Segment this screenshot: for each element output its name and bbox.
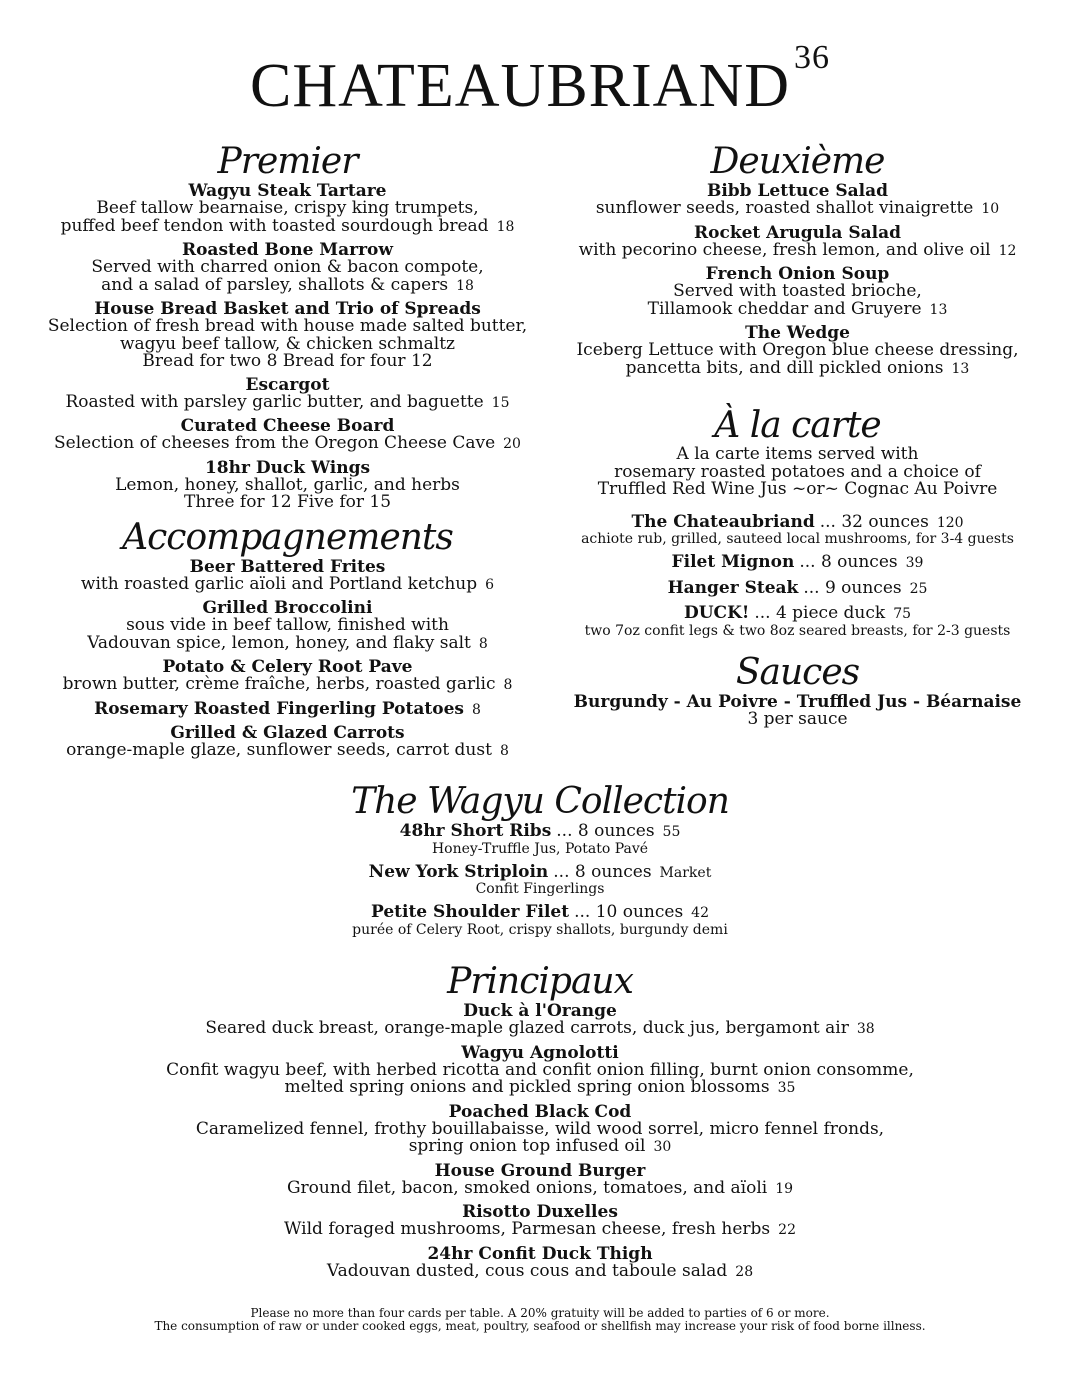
- item-price: 39: [905, 555, 924, 571]
- item-price: 8: [503, 677, 513, 693]
- item-name-text: Rosemary Roasted Fingerling Potatoes: [94, 698, 464, 719]
- menu-item: [60, 822, 1020, 857]
- item-description-text: sunflower seeds, roasted shallot vinaigrette: [595, 198, 974, 218]
- item-price: 6: [485, 576, 495, 593]
- item-row: [545, 513, 1050, 533]
- item-description-text: Tillamook cheddar and Gruyere: [647, 298, 922, 319]
- item-description-text: wagyu beef tallow, & chicken schmaltz: [120, 333, 455, 354]
- item-description: [30, 739, 545, 761]
- item-description: [30, 573, 545, 595]
- item-name-text: Curated Cheese Board: [180, 416, 395, 436]
- item-name: New York Striploin: [368, 861, 549, 882]
- item-price: 55: [662, 824, 681, 840]
- item-size: ... 10 ounces: [574, 902, 684, 922]
- item-size: ... 8 ounces: [553, 861, 652, 882]
- premier-list: [30, 182, 545, 512]
- item-description: [60, 1221, 1020, 1240]
- left-column: [30, 142, 545, 765]
- item-name-text: House Bread Basket and Trio of Spreads: [94, 299, 481, 319]
- menu-item: [545, 324, 1050, 378]
- item-name-text: Duck à l'Orange: [463, 1001, 617, 1021]
- menu-item: [60, 1044, 1020, 1098]
- wagyu-section: [60, 782, 1020, 944]
- item-price: 13: [951, 360, 970, 377]
- item-description-text: orange-maple glaze, sunflower seeds, carrot dust: [66, 739, 492, 760]
- item-name: Petite Shoulder Filet: [371, 902, 570, 922]
- item-description-text: Caramelized fennel, frothy bouillabaisse, wild wood sorrel, micro fennel fronds,: [195, 1118, 885, 1139]
- item-description-text: melted spring onions and pickled spring onion blossoms: [284, 1077, 770, 1097]
- item-description: [30, 391, 545, 413]
- menu-item: [60, 903, 1020, 938]
- item-description-text: Seared duck breast, orange-maple glazed carrots, duck jus, bergamont air: [205, 1018, 849, 1038]
- item-description: [30, 215, 545, 237]
- sauce-list: Burgundy - Au Poivre - Truffled Jus - Béarnaise: [573, 691, 1022, 712]
- item-price: 13: [929, 301, 948, 318]
- item-name-text: House Ground Burger: [434, 1160, 646, 1181]
- item-price: 42: [691, 905, 709, 921]
- item-description: [60, 1260, 1020, 1282]
- item-description-text: with pecorino cheese, fresh lemon, and olive oil: [578, 239, 991, 260]
- menu-item: [545, 265, 1050, 319]
- menu-item: [545, 579, 1050, 599]
- item-note: two 7oz confit legs & two 8oz seared breasts, for 2-3 guests: [584, 622, 1011, 639]
- item-description-text: Iceberg Lettuce with Oregon blue cheese dressing,: [576, 340, 1019, 360]
- item-description: [60, 1177, 1020, 1199]
- item-description-text: Served with toasted brioche,: [673, 281, 922, 301]
- menu-item: [30, 700, 545, 719]
- item-name-text: Grilled Broccolini: [202, 598, 373, 618]
- item-name-text: Roasted Bone Marrow: [181, 240, 394, 260]
- menu-item: [30, 241, 545, 295]
- item-price: 18: [456, 277, 474, 294]
- item-name: The Chateaubriand: [631, 511, 815, 532]
- item-price: 38: [856, 1021, 875, 1037]
- item-row: [545, 553, 1050, 573]
- item-description: [30, 632, 545, 654]
- item-size: ... 9 ounces: [803, 577, 902, 598]
- accompagnements-list: [30, 558, 545, 761]
- item-price: 8: [499, 742, 509, 759]
- principaux-list: [60, 1002, 1020, 1281]
- item-description-text: Wild foraged mushrooms, Parmesan cheese, fresh herbs: [284, 1219, 771, 1239]
- section-heading-premier: Premier: [217, 141, 358, 182]
- item-note: Confit Fingerlings: [475, 881, 605, 897]
- item-description: [30, 676, 545, 695]
- item-description: [30, 494, 545, 512]
- item-row: [545, 604, 1050, 624]
- menu-item: [30, 724, 545, 761]
- item-name-text: Risotto Duxelles: [462, 1202, 618, 1222]
- item-description-text: Vadouvan dusted, cous cous and taboule salad: [326, 1260, 728, 1281]
- item-description-text: pancetta bits, and dill pickled onions: [625, 357, 944, 378]
- item-description-text: Confit wagyu beef, with herbed ricotta and confit onion filling, burnt onion consomme,: [166, 1059, 914, 1080]
- item-name-text: Wagyu Steak Tartare: [188, 181, 387, 201]
- menu-item: [60, 863, 1020, 898]
- menu-item: [30, 300, 545, 371]
- sauce-price: 3 per sauce: [747, 708, 848, 729]
- item-description: [545, 239, 1050, 261]
- menu-item: [30, 658, 545, 695]
- alacarte-list: [545, 513, 1050, 639]
- item-price: 75: [893, 606, 912, 622]
- item-description-text: sous vide in beef tallow, finished with: [126, 615, 449, 635]
- menu-item: [60, 1162, 1020, 1199]
- item-price: 15: [491, 394, 510, 411]
- item-name: Filet Mignon: [671, 552, 795, 572]
- menu-item: [545, 604, 1050, 639]
- item-note: Honey-Truffle Jus, Potato Pavé: [431, 840, 649, 857]
- item-name-text: French Onion Soup: [705, 264, 890, 284]
- item-description: [545, 200, 1050, 219]
- item-name-text: Wagyu Agnolotti: [461, 1042, 619, 1063]
- item-price: 18: [496, 218, 515, 235]
- item-name-text: Potato & Celery Root Pave: [162, 657, 413, 677]
- deuxieme-list: [545, 182, 1050, 378]
- menu-item: [30, 376, 545, 413]
- menu-item: [60, 1002, 1020, 1039]
- footer: [0, 1307, 1080, 1333]
- section-heading-sauces: Sauces: [735, 651, 860, 693]
- menu-item: [30, 459, 545, 512]
- item-price: 10: [981, 201, 1000, 217]
- item-name: DUCK!: [683, 603, 750, 623]
- menu-item: [545, 513, 1050, 548]
- item-description-text: Vadouvan spice, lemon, honey, and flaky salt: [87, 632, 471, 653]
- item-price: 120: [936, 514, 964, 531]
- section-heading-accompagnements: Accompagnements: [122, 516, 453, 558]
- item-row: [60, 903, 1020, 923]
- menu-item: [30, 417, 545, 454]
- section-heading-alacarte: À la carte: [714, 405, 881, 446]
- item-name-text: 18hr Duck Wings: [204, 457, 371, 478]
- right-column: [545, 142, 1050, 728]
- item-price: 8: [471, 701, 481, 718]
- item-price: 8: [478, 635, 488, 652]
- item-price: 30: [653, 1139, 672, 1155]
- item-description: [60, 1079, 1020, 1098]
- item-description: [30, 435, 545, 454]
- item-description-text: Selection of cheeses from the Oregon Cheese Cave: [54, 433, 496, 453]
- item-description: [545, 298, 1050, 320]
- footer-health-warning: The consumption of raw or under cooked eggs, meat, poultry, seafood or shellfish may increase your risk of food borne illness.: [154, 1319, 926, 1333]
- menu-item: [30, 182, 545, 236]
- item-description-text: spring onion top infused oil: [408, 1136, 646, 1156]
- menu-item: [60, 1103, 1020, 1157]
- item-size: ... 8 ounces: [556, 821, 655, 841]
- item-price: 19: [775, 1180, 794, 1197]
- menu-item: [30, 599, 545, 653]
- principaux-section: [60, 962, 1020, 1286]
- item-price: 12: [998, 242, 1017, 259]
- item-description-text: and a salad of parsley, shallots & capers: [101, 274, 449, 295]
- item-description-text: puffed beef tendon with toasted sourdough bread: [60, 215, 489, 236]
- item-description-text: Ground filet, bacon, smoked onions, tomatoes, and aïoli: [286, 1177, 768, 1198]
- menu-title: CHATEAUBRIAND $^{36}$: [250, 39, 830, 120]
- item-name-text: Bibb Lettuce Salad: [706, 181, 889, 201]
- item-price: 20: [503, 436, 521, 452]
- item-name-text: Beer Battered Frites: [189, 556, 386, 577]
- item-description-text: with roasted garlic aïoli and Portland ketchup: [80, 573, 478, 594]
- item-note: achiote rub, grilled, sauteed local mushrooms, for 3-4 guests: [581, 531, 1014, 547]
- item-name-text: The Wedge: [745, 323, 850, 343]
- alacarte-intro: A la carte items served with rosemary roasted potatoes and a choice of Truffled Red Wine Jus ~or~ Cognac Au Poivre: [597, 444, 998, 499]
- item-row: [545, 579, 1050, 599]
- item-name-text: Escargot: [245, 374, 330, 395]
- item-price: Market: [659, 864, 712, 881]
- item-price: 22: [778, 1222, 796, 1238]
- item-description-text: brown butter, crème fraîche, herbs, roasted garlic: [62, 674, 496, 694]
- menu-item: [545, 553, 1050, 573]
- section-heading-wagyu: The Wagyu Collection: [351, 781, 729, 822]
- item-extra: Bread for two 8 Bread for four 12: [142, 351, 433, 371]
- item-description: [60, 1138, 1020, 1157]
- menu-item: [545, 182, 1050, 219]
- menu-item: [60, 1203, 1020, 1240]
- title-superscript: 36: [794, 39, 830, 76]
- item-description-text: Roasted with parsley garlic butter, and baguette: [65, 391, 484, 412]
- item-description: [545, 357, 1050, 379]
- item-description: [60, 1020, 1020, 1039]
- item-price: 28: [735, 1263, 754, 1280]
- footer-gratuity-note: Please no more than four cards per table. A 20% gratuity will be added to parties of 6 or more.: [250, 1306, 830, 1320]
- item-name: Hanger Steak: [667, 577, 799, 598]
- item-description-text: Beef tallow bearnaise, crispy king trumpets,: [96, 198, 479, 218]
- item-description-text: Lemon, honey, shallot, garlic, and herbs: [115, 474, 460, 495]
- item-description: [30, 274, 545, 296]
- item-description-text: Served with charred onion & bacon compote,: [91, 257, 484, 277]
- item-price: 25: [909, 580, 928, 597]
- item-name: 48hr Short Ribs: [399, 821, 552, 841]
- menu-item: [30, 558, 545, 595]
- item-name-text: Poached Black Cod: [448, 1101, 632, 1122]
- item-name-text: 24hr Confit Duck Thigh: [427, 1243, 653, 1264]
- item-size: ... 8 ounces: [799, 552, 898, 572]
- menu-item: [545, 224, 1050, 261]
- item-size: ... 4 piece duck: [754, 603, 886, 623]
- item-description-text: Three for 12 Five for 15: [183, 492, 392, 512]
- item-row: [60, 822, 1020, 842]
- item-size: ... 32 ounces: [819, 511, 929, 532]
- item-description-text: Selection of fresh bread with house made salted butter,: [47, 316, 528, 336]
- item-note: purée of Celery Root, crispy shallots, burgundy demi: [352, 921, 728, 938]
- item-price: 35: [777, 1080, 796, 1096]
- menu-item: [60, 1245, 1020, 1282]
- section-heading-principaux: Principaux: [447, 961, 633, 1002]
- item-name-text: Rocket Arugula Salad: [694, 222, 901, 243]
- item-name: [30, 700, 545, 719]
- item-name-text: Grilled & Glazed Carrots: [170, 722, 405, 743]
- section-heading-deuxieme: Deuxième: [710, 141, 885, 182]
- item-row: [60, 863, 1020, 883]
- wagyu-list: [60, 822, 1020, 938]
